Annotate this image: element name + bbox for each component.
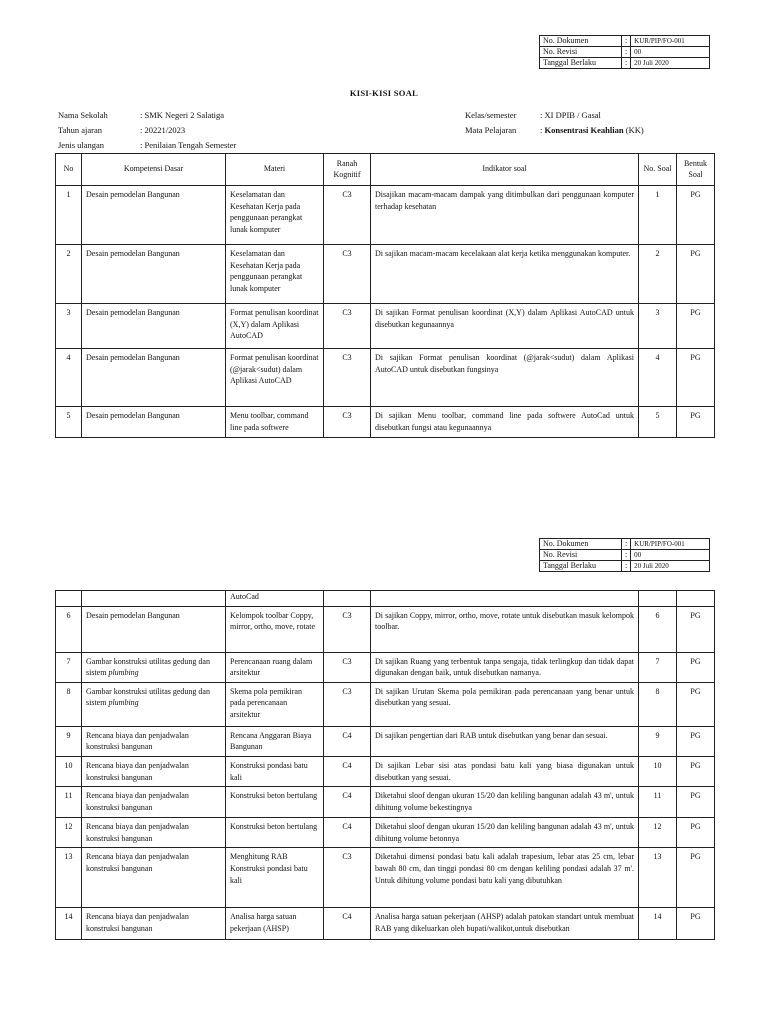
academic-year-label: Tahun ajaran [58,125,103,135]
header-indikator-soal: Indikator soal [371,154,639,186]
revision-value: 00 [631,47,710,58]
doc-number-label: No. Dokumen [540,539,622,550]
table-row: 10 Rencana biaya dan penjadwalan konstruksi bangunan Konstruksi pondasi batu kali C4 Di sajikan Lebar sisi atas pondasi batu kali yang biasa digunakan untuk disebutkan yang sesuai. 10 PG [56,756,715,786]
school-info-right: Kelas/semester : XI DPIB / Gasal Mata Pelajaran : Konsentrasi Keahlian (KK) [465,108,644,138]
school-name-value: : SMK Negeri 2 Salatiga [140,110,225,120]
subject-value: Konsentrasi Keahlian [544,125,624,135]
academic-year-value: : 20221/2023 [140,125,186,135]
table-row: 2 Desain pemodelan Bangunan Keselamatan dan Kesehatan Kerja pada penggunaan perangkat lunak komputer C3 Di sajikan macam-macam kecelakaan alat kerja ketika menggunakan komputer. 2 PG [56,245,715,304]
table-row: 4 Desain pemodelan Bangunan Format penulisan koordinat (@jarak<sudut) dalam Aplikasi AutoCAD C3 Di sajikan Format penulisan koordinat (@jarak<sudut) dalam Aplikasi AutoCAD untuk disebutkan fungsinya 4 PG [56,349,715,407]
header-bentuk-soal: Bentuk Soal [677,154,715,186]
table-row: 13 Rencana biaya dan penjadwalan konstruksi bangunan Menghitung RAB Konstruksi pondasi batu kali C3 Diketahui dimensi pondasi batu kali adalah trapesium, lebar atas 25 cm, lebar bawah 80 cm, dan tinggi pondasi 80 cm dengan keliling pondasi adalah 37 m'. Untuk dihitung volume pondasi batu kali yang dibutuhkan 13 PG [56,848,715,908]
header-no-soal: No. Soal [639,154,677,186]
effective-date-value: 20 Juli 2020 [631,561,710,572]
effective-date-label: Tanggal Berlaku [540,561,622,572]
table-row: 5 Desain pemodelan Bangunan Menu toolbar, command line pada softwere C3 Di sajikan Menu toolbar, command line pada softwere AutoCad untuk disebutkan fungsi atau kegunaannya 5 PG [56,407,715,438]
table-row: 12 Rencana biaya dan penjadwalan konstruksi bangunan Konstruksi beton bertulang C4 Diketahui sloof dengan ukuran 15/20 dan keliling bangunan adalah 43 m', untuk dihitung volume betonnya 12 PG [56,818,715,848]
continuation-row: AutoCad [56,591,715,607]
revision-label: No. Revisi [540,47,622,58]
table-row: 8 Gambar konstruksi utilitas gedung dan sistem plumbing Skema pola pemikiran pada perencanaan arsitektur C3 Di sajikan Urutan Skema pola pemikiran pada perencanaan yang benar untuk disebutkan yang sesuai. 8 PG [56,682,715,726]
table-row: 1 Desain pemodelan Bangunan Keselamatan dan Kesehatan Kerja pada penggunaan perangkat lunak komputer C3 Disajikan macam-macam dampak yang ditimbulkan dari penggunaan komputer terhadap kesehatan 1 PG [56,186,715,245]
exam-type-value: : Penilaian Tengah Semester [140,140,237,150]
effective-date-value: 20 Juli 2020 [631,58,710,69]
school-name-label: Nama Sekolah [58,110,108,120]
table-row: 7 Gambar konstruksi utilitas gedung dan sistem plumbing Perencanaan ruang dalam arsitektur C3 Di sajikan Ruang yang terbentuk tanpa sengaja, tidak terlingkup dan tidak dapat digunakan dengan baik, untuk disebutkan namanya. 7 PG [56,652,715,682]
header-ranah-kognitif: Ranah Kognitif [324,154,371,186]
table-row: 6 Desain pemodelan Bangunan Kelompok toolbar Coppy, mirror, ortho, move, rotate C3 Di sajikan Coppy, mirror, ortho, move, rotate untuk disebutkan masuk kelompok toolbar. 6 PG [56,606,715,652]
exam-type-label: Jenis ulangan [58,140,105,150]
document-info-box: No. Dokumen : KUR/PIP/FO-001 No. Revisi : 00 Tanggal Berlaku : 20 Juli 2020 [539,35,710,69]
kisi-table-page-2 [55,590,715,940]
table-row: 11 Rencana biaya dan penjadwalan konstruksi bangunan Konstruksi beton bertulang C4 Diketahui sloof dengan ukuran 15/20 dan keliling bangunan adalah 43 m', untuk dihitung volume bekestingnya 11 PG [56,787,715,818]
revision-value: 00 [631,550,710,561]
doc-number-value: KUR/PIP/FO-001 [631,36,710,47]
header-kompetensi-dasar: Kompetensi Dasar [82,154,226,186]
table-row: 14 Rencana biaya dan penjadwalan konstruksi bangunan Analisa harga satuan pekerjaan (AHSP) C4 Analisa harga satuan pekerjaan (AHSP) adalah patokan standart untuk membuat RAB yang dikeluarkan oleh bupati/walikot,untuk disebutkan 14 PG [56,908,715,940]
class-semester-value: : XI DPIB / Gasal [540,110,601,120]
school-info-left [58,108,236,153]
kisi-table-page-1 [55,153,715,438]
doc-number-value: KUR/PIP/FO-001 [631,539,710,550]
class-semester-label: Kelas/semester [465,110,517,120]
header-no: No [56,154,82,186]
revision-label: No. Revisi [540,550,622,561]
effective-date-label: Tanggal Berlaku [540,58,622,69]
document-info-box-page-2: No. Dokumen : KUR/PIP/FO-001 No. Revisi : 00 Tanggal Berlaku : 20 Juli 2020 [539,538,710,572]
table-row: 9 Rencana biaya dan penjadwalan konstruksi bangunan Rencana Anggaran Biaya Bangunan C4 Di sajikan pengertian dari RAB untuk disebutkan yang benar dan sesuai. 9 PG [56,726,715,756]
subject-label: Mata Pelajaran [465,125,517,135]
page-title: KISI-KISI SOAL [349,88,419,98]
table-row: 3 Desain pemodelan Bangunan Format penulisan koordinat (X,Y) dalam Aplikasi AutoCAD C3 Di sajikan Format penulisan koordinat (X,Y) dalam Aplikasi AutoCAD untuk disebutkan kegunaannya 3 PG [56,304,715,349]
doc-number-label: No. Dokumen [540,36,622,47]
header-materi: Materi [226,154,324,186]
